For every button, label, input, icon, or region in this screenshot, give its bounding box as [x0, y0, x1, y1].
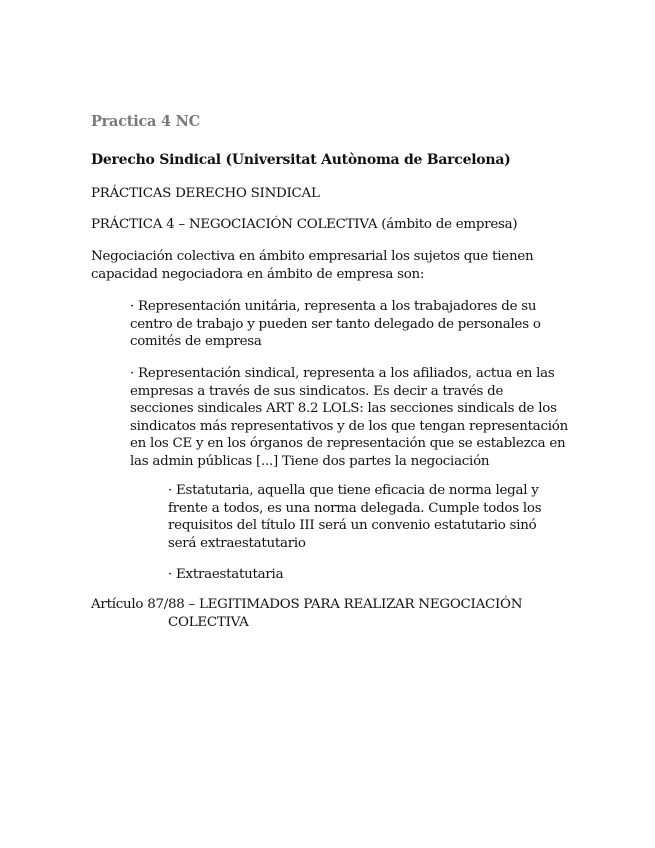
articulo-line-1: Artículo 87/88 – LEGITIMADOS PARA REALIZAR NEGOCIACIÓN: [91, 597, 523, 612]
sub-bullet-estatutaria: · Estatutaria, aquella que tiene eficacia de norma legal y frente a todos, es una norma delegada. Cumple todos los requisitos del título III será un convenio estatutario sinó será extraestatutario: [168, 483, 542, 551]
bullet-representacion-sindical: · Representación sindical, representa a los afiliados, actua en las empresas a través de sus sindicatos. Es decir a través de secciones sindicales ART 8.2 LOLS: las secciones sindicals de los sindicatos más representativos y de los que tengan representación en los CE y en los órganos de representación que se establezca en las admin públicas [...] Tiene dos partes la negociación: [130, 366, 568, 469]
sub-bullet-extraestatutaria: · Extraestatutaria: [168, 567, 284, 582]
articulo-line-2: COLECTIVA: [168, 614, 249, 630]
bullet-representacion-unitaria: · Representación unitária, representa a los trabajadores de su centro de trabajo y pueden ser tanto delegado de personales o comités de empresa: [130, 299, 541, 349]
subject-heading: Derecho Sindical (Universitat Autònoma de Barcelona): [91, 152, 511, 168]
practica4-heading: PRÁCTICA 4 – NEGOCIACIÓN COLECTIVA (ámbito de empresa): [91, 217, 518, 232]
document-title: Practica 4 NC: [91, 113, 200, 130]
intro-paragraph: Negociación colectiva en ámbito empresarial los sujetos que tienen capacidad negociadora en ámbito de empresa son:: [91, 249, 534, 282]
articulo-heading: [91, 596, 531, 631]
practicas-heading: PRÁCTICAS DERECHO SINDICAL: [91, 186, 320, 201]
